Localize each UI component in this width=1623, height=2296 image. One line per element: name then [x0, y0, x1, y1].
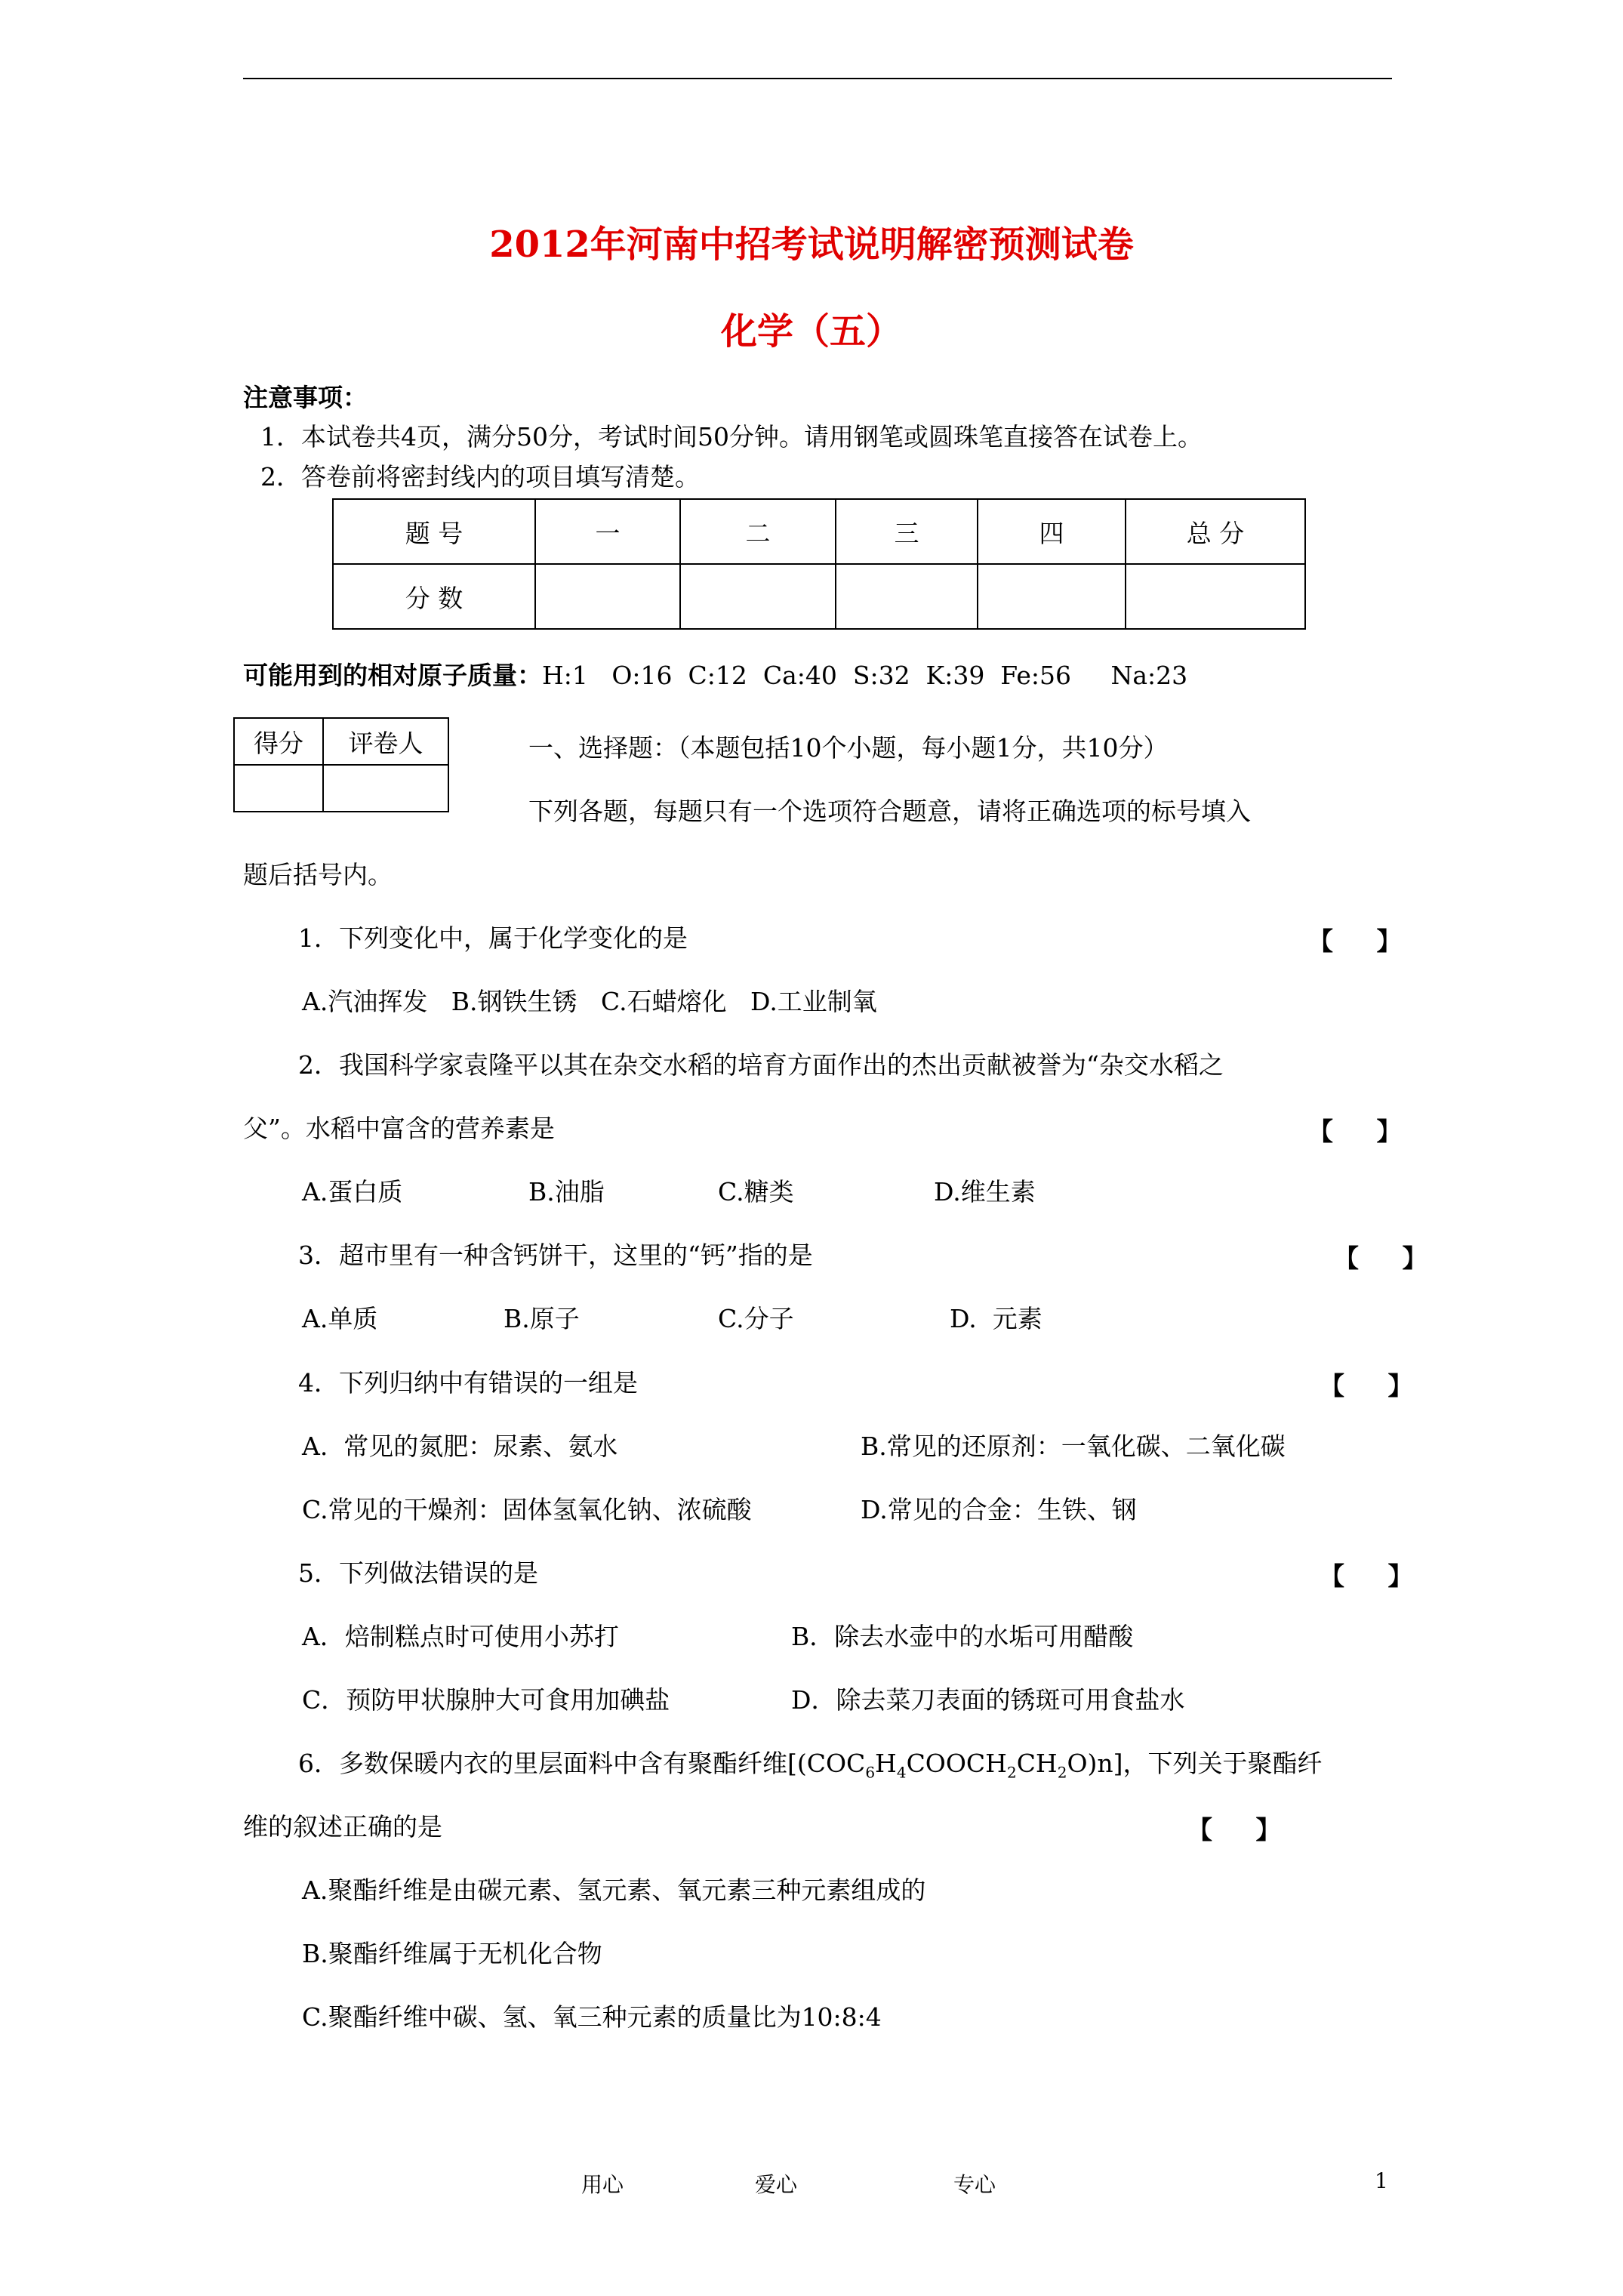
score-header-cell: 一 [535, 499, 680, 564]
score-table-header-row [333, 499, 1305, 564]
exam-title: 2012年河南中招考试说明解密预测试卷 [489, 223, 1134, 266]
score-cell[interactable] [836, 564, 978, 629]
score-header-cell: 总 分 [1126, 499, 1305, 564]
q6-answer-bracket[interactable]: 【 】 [1187, 1815, 1281, 1845]
q5-option-a: A．焙制糕点时可使用小苏打 [302, 1622, 619, 1651]
q5-option-c: C．预防甲状腺肿大可食用加碘盐 [302, 1685, 670, 1715]
header-rule [243, 78, 1392, 79]
q4-option-c: C.常见的干燥剂：固体氢氧化钠、浓硫酸 [302, 1495, 752, 1524]
score-header-cell: 四 [978, 499, 1126, 564]
notice-heading: 注意事项： [243, 383, 368, 412]
q2-stem-line2: 父”。水稻中富含的营养素是 [243, 1114, 555, 1143]
q2-answer-bracket[interactable]: 【 】 [1308, 1117, 1402, 1146]
score-cell[interactable] [1126, 564, 1305, 629]
footer-middle: 爱心 [755, 2172, 798, 2197]
q4-stem: 4．下列归纳中有错误的一组是 [298, 1368, 638, 1398]
grader-header-reviewer: 评卷人 [323, 718, 448, 765]
q4-answer-bracket[interactable]: 【 】 [1320, 1371, 1413, 1401]
footer-right: 专心 [953, 2172, 996, 2197]
formula-part: CH [1016, 1749, 1058, 1778]
q2-stem-line1: 2．我国科学家袁隆平以其在杂交水稻的培育方面作出的杰出贡献被誉为“杂交水稻之 [298, 1050, 1224, 1080]
atomic-mass-label: 可能用到的相对原子质量： [243, 661, 542, 690]
q5-answer-bracket[interactable]: 【 】 [1320, 1561, 1413, 1591]
q3-stem: 3．超市里有一种含钙饼干，这里的“钙”指的是 [298, 1240, 813, 1270]
formula-subscript: 4 [896, 1763, 907, 1782]
q3-option-a: A.单质 [302, 1304, 378, 1333]
q1-answer-bracket[interactable]: 【 】 [1308, 926, 1402, 956]
q6-option-c: C.聚酯纤维中碳、氢、氧三种元素的质量比为10:8:4 [302, 2002, 882, 2032]
q4-option-d: D.常见的合金：生铁、钢 [861, 1495, 1137, 1524]
section-1-intro-line2: 题后括号内。 [243, 860, 393, 889]
formula-subscript: 6 [865, 1763, 876, 1782]
q1-options: A.汽油挥发 B.钢铁生锈 C.石蜡熔化 D.工业制氧 [302, 987, 877, 1016]
notice-item-1: 1．本试卷共4页，满分50分，考试时间50分钟。请用钢笔或圆珠笔直接答在试卷上。 [260, 422, 1203, 451]
formula-subscript: 2 [1057, 1763, 1067, 1782]
score-row-label: 分 数 [333, 564, 535, 629]
q3-option-d: D. 元素 [950, 1304, 1042, 1333]
q2-option-a: A.蛋白质 [302, 1177, 403, 1207]
formula-part: H [875, 1749, 897, 1778]
q6-stem-suffix: O)n]，下列关于聚酯纤 [1067, 1749, 1323, 1778]
score-table [332, 498, 1306, 630]
q4-option-b: B.常见的还原剂：一氧化碳、二氧化碳 [861, 1432, 1286, 1461]
q2-option-b: B.油脂 [528, 1177, 605, 1207]
q6-option-b: B.聚酯纤维属于无机化合物 [302, 1939, 602, 1968]
q5-stem: 5．下列做法错误的是 [298, 1558, 538, 1588]
grader-header-score: 得分 [234, 718, 323, 765]
q3-option-b: B.原子 [504, 1304, 580, 1333]
q3-answer-bracket[interactable]: 【 】 [1334, 1244, 1427, 1273]
q5-option-b: B．除去水壶中的水垢可用醋酸 [791, 1622, 1134, 1651]
score-header-cell: 二 [680, 499, 836, 564]
q2-option-c: C.糖类 [718, 1177, 794, 1207]
formula-part: COOCH [906, 1749, 1007, 1778]
q4-option-a: A. 常见的氮肥：尿素、氨水 [302, 1432, 618, 1461]
score-cell[interactable] [535, 564, 680, 629]
atomic-mass-values: H:1 O:16 C:12 Ca:40 S:32 K:39 Fe:56 Na:23 [542, 661, 1188, 690]
section-1-intro-line1: 下列各题，每题只有一个选项符合题意，请将正确选项的标号填入 [528, 797, 1251, 826]
q6-option-a: A.聚酯纤维是由碳元素、氢元素、氧元素三种元素组成的 [302, 1875, 926, 1905]
q6-stem-prefix: 6．多数保暖内衣的里层面料中含有聚酯纤维[(COC [298, 1749, 866, 1778]
exam-subtitle: 化学（五） [720, 310, 902, 353]
q6-stem-line1 [298, 1747, 1323, 1789]
q2-option-d: D.维生素 [934, 1177, 1036, 1207]
footer-left: 用心 [581, 2172, 624, 2197]
grader-table [233, 717, 449, 812]
q6-stem-line2: 维的叙述正确的是 [243, 1812, 442, 1841]
grader-reviewer-cell[interactable] [323, 765, 448, 812]
score-header-cell: 题 号 [333, 499, 535, 564]
q3-option-c: C.分子 [718, 1304, 794, 1333]
score-header-cell: 三 [836, 499, 978, 564]
score-table-score-row [333, 564, 1305, 629]
notice-item-2: 2．答卷前将密封线内的项目填写清楚。 [260, 462, 700, 492]
formula-subscript: 2 [1006, 1763, 1017, 1782]
score-cell[interactable] [978, 564, 1126, 629]
grader-score-cell[interactable] [234, 765, 323, 812]
q5-option-d: D．除去菜刀表面的锈斑可用食盐水 [791, 1685, 1185, 1715]
section-1-title: 一、选择题：（本题包括10个小题，每小题1分，共10分） [528, 733, 1169, 763]
q1-stem: 1．下列变化中，属于化学变化的是 [298, 923, 688, 953]
page-number: 1 [1375, 2168, 1388, 2193]
atomic-mass-line [243, 659, 1187, 692]
score-cell[interactable] [680, 564, 836, 629]
